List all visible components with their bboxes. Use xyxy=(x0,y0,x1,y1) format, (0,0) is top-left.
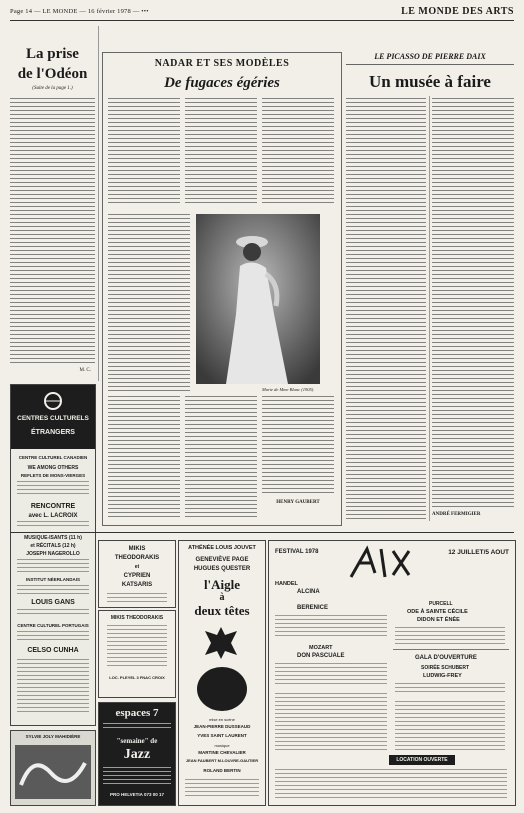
center-body-lower-2 xyxy=(185,396,257,518)
musicians-line-1: MUSIQUE-ISANTS (11 h) xyxy=(24,535,82,541)
left-article xyxy=(10,24,95,376)
mikis-line-1: MIKIS xyxy=(128,546,146,552)
globe-icon xyxy=(43,391,63,411)
encounter-name: avec L. LACROIX xyxy=(28,513,78,519)
right-article-kicker: LE PICASSO DE PIERRE DAIX xyxy=(374,52,486,61)
encounter-title: RENCONTRE xyxy=(30,503,76,510)
mikis-ad-top xyxy=(98,540,176,608)
canada-sub: REFLETS DE MONS-VIERGES xyxy=(20,473,86,478)
musicians-line-2: et RÉCITALS (12 h) xyxy=(30,543,76,549)
mikis-line-5: KATSARIS xyxy=(121,582,153,588)
right-article-signature: ANDRÉ FERMIGIER xyxy=(432,512,481,517)
athenee-director: JEAN-PIERRE DUSSEAUD xyxy=(193,724,251,729)
festival-gala-name: LUDWIG-FREY xyxy=(423,673,462,679)
athenee-costumes: YVES SAINT LAURENT xyxy=(197,733,247,738)
mikis-ad-bottom xyxy=(98,610,176,698)
athenee-music-label: musique xyxy=(214,743,230,748)
espaces-ad xyxy=(98,702,176,806)
netherlands-title: INSTITUT NÉERLANDAIS xyxy=(26,577,80,582)
athenee-music-1: MARTINE CHEVALIER xyxy=(198,750,246,755)
athenee-theatre: ATHÉNÉE LOUIS JOUVET xyxy=(188,545,256,551)
canada-show: WE AMONG OTHERS xyxy=(27,465,79,471)
double-eagle-icon xyxy=(201,623,241,663)
athenee-play-2: à xyxy=(219,592,225,603)
center-body-lower-1 xyxy=(108,396,180,518)
centres-title-1: CENTRES CULTURELS xyxy=(17,415,89,422)
mikis-bottom-line-2: LOC. PLEYEL 3 FNAC CROIX xyxy=(109,675,165,680)
festival-location: LOCATION OUVERTE xyxy=(396,757,448,763)
center-body-col-1-lower xyxy=(108,214,190,392)
festival-berenice: BERENICE xyxy=(297,605,329,611)
left-article-signature: M. C. xyxy=(79,368,91,373)
center-body-col-2 xyxy=(185,98,257,206)
athenee-actor-1: GENEVIÈVE PAGE xyxy=(195,557,249,563)
centres-culturels-banner xyxy=(11,385,95,449)
sylvie-logo-icon xyxy=(15,745,91,799)
festival-purcell: PURCELL xyxy=(429,601,453,607)
musicians-name: JOSEPH NAGEROLLO xyxy=(26,551,80,557)
center-body-col-1 xyxy=(108,98,180,206)
festival-location-banner xyxy=(389,755,455,765)
centres-title-2: ÉTRANGERS xyxy=(31,429,75,436)
sylvie-top: SYLVIE JOLY MAHIDIÈRE xyxy=(25,734,81,739)
festival-name: FESTIVAL 1978 xyxy=(275,549,319,555)
celso-cunha: CELSO CUNHA xyxy=(27,647,79,654)
page-info: Page 14 — LE MONDE — 16 février 1978 — ••• xyxy=(10,8,149,15)
festival-dido-1: ODE À SAINTE CÉCILE xyxy=(407,609,468,615)
festival-dido-2: DIDON ET ÉNÉE xyxy=(417,617,460,623)
mikis-line-4: CYPRIEN xyxy=(123,573,151,579)
canada-title: CENTRE CULTUREL CANADIEN xyxy=(18,455,88,460)
center-article-signature: HENRY GAUBERT xyxy=(276,500,320,505)
left-article-title-1: La prise xyxy=(26,46,79,62)
center-article-title: De fugaces égéries xyxy=(164,75,280,91)
louis-gans: LOUIS GANS xyxy=(31,599,75,606)
right-article-title: Un musée à faire xyxy=(369,72,491,91)
espaces-jazz: Jazz xyxy=(123,747,151,762)
festival-handel: HANDEL xyxy=(275,581,298,587)
right-body-col-2 xyxy=(432,98,514,508)
festival-gala-sub: SOIRÉE SCHUBERT xyxy=(421,665,470,671)
espaces-bottom: PRO HELVETIA 073 00 17 xyxy=(109,792,165,797)
festival-gala: GALA D'OUVERTURE xyxy=(415,655,477,661)
festival-dates: 12 JUILLET/5 AOUT xyxy=(448,549,509,556)
left-article-title-2: de l'Odéon xyxy=(17,66,88,82)
festival-logo-icon xyxy=(345,543,415,583)
festival-mozart: MOZART xyxy=(309,645,333,651)
center-body-col-3 xyxy=(262,98,334,206)
athenee-design: ROLAND BERTIN xyxy=(203,768,241,773)
center-article-kicker: NADAR ET SES MODÈLES xyxy=(154,58,290,69)
center-photo-caption: Marie de Mme Blanc (1905). xyxy=(262,387,315,392)
page-header xyxy=(10,6,514,21)
right-body-col-1 xyxy=(346,98,426,520)
center-photo xyxy=(196,214,320,384)
athenee-director-label: mise en scène xyxy=(209,717,235,722)
athenee-play-3: deux têtes xyxy=(194,603,250,618)
festival-alcina: ALCINA xyxy=(297,589,320,595)
center-body-lower-3 xyxy=(262,396,334,496)
athenee-actor-2: HUGUES QUESTER xyxy=(193,566,251,572)
festival-ad xyxy=(268,540,516,806)
athenee-ad xyxy=(178,540,266,806)
left-article-body xyxy=(10,98,95,366)
espaces-sub xyxy=(103,723,171,731)
mikis-line-2: THEODORAKIS xyxy=(114,555,160,561)
mikis-line-3: et xyxy=(134,564,140,570)
portugal-title: CENTRE CULTUREL PORTUGAIS xyxy=(17,623,89,628)
athenee-music-2: JEAN FAUBERT M.LOUVRE-GAUTIER xyxy=(185,758,259,763)
left-article-subtitle: (Suite de la page 1.) xyxy=(32,86,73,91)
festival-don: DON PASCUALE xyxy=(297,653,345,659)
athenee-emblem xyxy=(197,667,247,711)
centres-culturels-ad xyxy=(10,384,96,726)
athenee-play-1: l'Aigle xyxy=(203,577,241,592)
mikis-bottom-line-1: MIKIS THEODORAKIS xyxy=(110,615,164,621)
espaces-semaine: "semaine" de xyxy=(116,737,158,745)
section-title: LE MONDE DES ARTS xyxy=(401,6,514,17)
espaces-name: espaces 7 xyxy=(115,707,159,719)
portrait-photo-image xyxy=(196,214,320,384)
sylvie-joly-ad xyxy=(10,730,96,806)
